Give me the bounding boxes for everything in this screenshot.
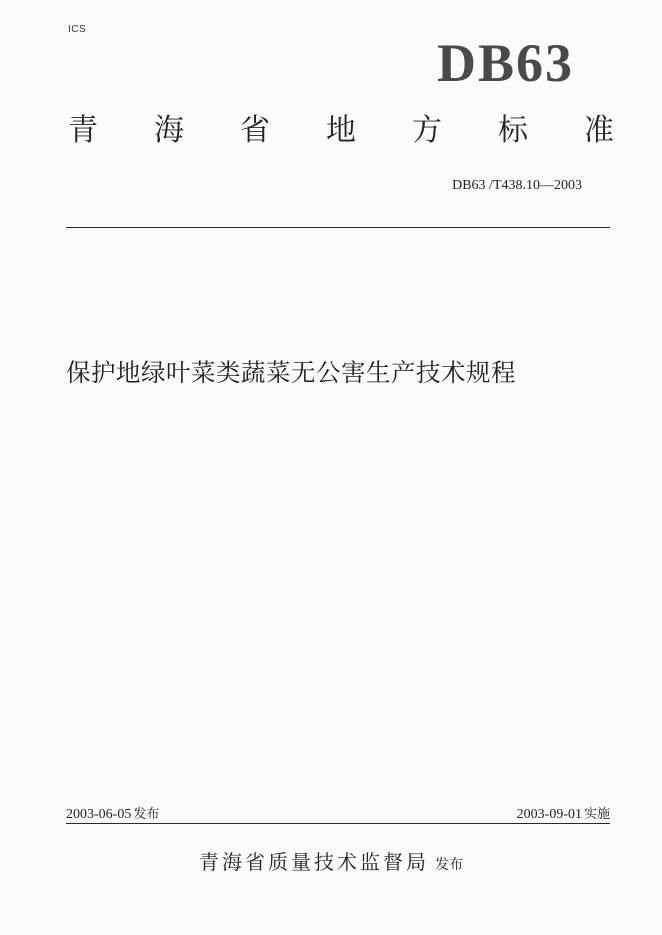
standard-type-char: 方 [412,113,442,148]
standard-type-char: 地 [326,113,356,148]
document-title: 保护地绿叶菜类蔬菜无公害生产技术规程 [66,358,516,387]
issuer [0,846,662,875]
implement-date [517,803,610,823]
standard-type-char: 准 [584,113,614,148]
issuer-label: 发布 [435,857,463,873]
standard-type-char: 青 [68,113,98,148]
standard-number: DB63 /T438.10—2003 [452,178,582,193]
footer-divider [66,823,610,824]
issue-date [66,803,159,823]
header-divider [66,227,610,228]
standard-type [68,113,614,148]
issue-date-label: 发布 [133,807,160,822]
standard-code: DB63 [436,33,574,93]
ics-label: ICS [68,24,87,35]
issue-date-value: 2003-06-05 [66,807,132,822]
standard-type-char: 标 [498,113,528,148]
implement-date-value: 2003-09-01 [516,807,582,822]
issuer-organization: 青海省质量技术监督局 [199,850,429,874]
standard-type-char: 海 [154,113,184,148]
implement-date-label: 实施 [583,807,610,822]
standard-type-char: 省 [240,113,270,148]
